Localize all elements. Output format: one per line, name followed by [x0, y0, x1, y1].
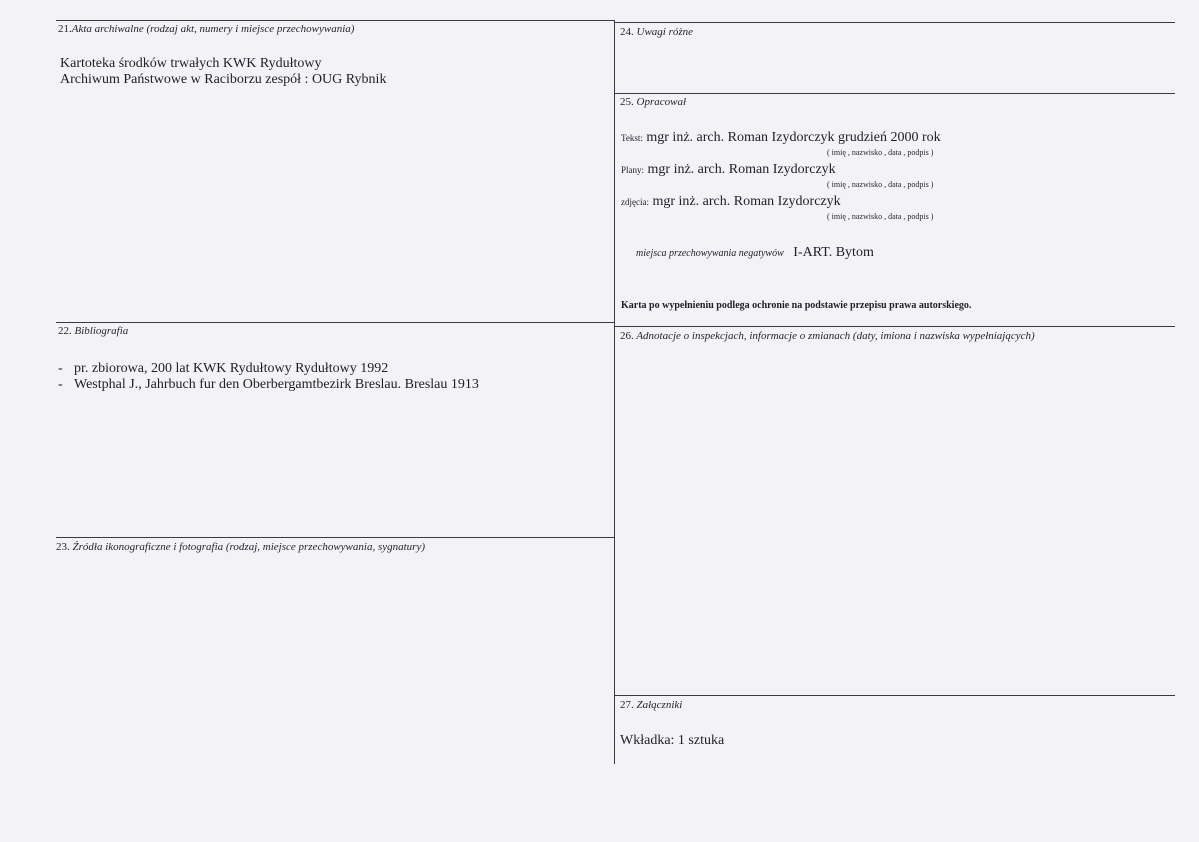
section-21-number: 21.	[58, 23, 72, 35]
rule-26	[614, 326, 1175, 327]
author-photos-row	[621, 194, 841, 210]
section-23-header	[56, 541, 425, 553]
bibliography-item-text: pr. zbiorowa, 200 lat KWK Rydułtowy Rydułtowy 1992	[74, 361, 389, 376]
section-23-number: 23.	[56, 541, 70, 553]
rule-22	[56, 322, 614, 323]
negatives-label: miejsca przechowywania negatywów	[636, 248, 784, 259]
section-21-header	[58, 23, 354, 35]
section-25-header	[620, 96, 686, 108]
section-26-title: Adnotacje o inspekcjach, informacje o zmianach (daty, imiona i nazwiska wypełniających)	[636, 330, 1035, 342]
section-22-header	[58, 325, 128, 337]
section-25-number: 25.	[620, 96, 634, 108]
author-text-row	[621, 130, 941, 146]
author-plans-hint: ( imię , nazwisko , data , podpis )	[827, 180, 934, 189]
section-22-title: Bibliografia	[74, 325, 129, 337]
bibliography-list	[58, 361, 479, 393]
author-photos-hint: ( imię , nazwisko , data , podpis )	[827, 212, 934, 221]
center-divider	[614, 20, 615, 764]
section-22-number: 22.	[58, 325, 72, 337]
author-plans-label: Plany:	[621, 165, 645, 175]
author-text-label: Tekst:	[621, 133, 643, 143]
section-24-header	[620, 26, 693, 38]
attachments-value: Wkładka: 1 sztuka	[620, 733, 725, 748]
negatives-row	[636, 245, 874, 262]
author-plans-value: mgr inż. arch. Roman Izydorczyk	[647, 162, 836, 177]
section-21-line-2: Archiwum Państwowe w Raciborzu zespół : OUG Rybnik	[60, 72, 387, 87]
author-text-value: mgr inż. arch. Roman Izydorczyk grudzień 2000 rok	[646, 130, 941, 145]
section-24-number: 24.	[620, 26, 634, 38]
negatives-value: I-ART. Bytom	[793, 245, 874, 260]
author-text-hint: ( imię , nazwisko , data , podpis )	[827, 148, 934, 157]
rule-23	[56, 537, 614, 538]
section-23-title: Źródła ikonograficzne i fotografia (rodzaj, miejsce przechowywania, sygnatury)	[72, 541, 425, 553]
section-21-line-1: Kartoteka środków trwałych KWK Rydułtowy	[60, 56, 322, 71]
rule-25	[614, 93, 1175, 94]
section-27-number: 27.	[620, 699, 634, 711]
section-25-title: Opracował	[636, 96, 686, 108]
section-24-title: Uwagi różne	[636, 26, 694, 38]
top-rule-left	[56, 20, 614, 21]
section-27-title: Załączniki	[636, 699, 683, 711]
section-26-header	[620, 330, 1035, 342]
rule-27	[614, 695, 1175, 696]
section-27-header	[620, 699, 682, 711]
bibliography-item-text: Westphal J., Jahrbuch fur den Oberbergamtbezirk Breslau. Breslau 1913	[74, 377, 479, 392]
section-21-title: Akta archiwalne (rodzaj akt, numery i miejsce przechowywania)	[71, 23, 355, 35]
bibliography-item: - pr. zbiorowa, 200 lat KWK Rydułtowy Rydułtowy 1992	[58, 361, 389, 376]
bibliography-item: - Westphal J., Jahrbuch fur den Oberbergamtbezirk Breslau. Breslau 1913	[58, 377, 479, 392]
top-rule-right	[614, 22, 1175, 23]
section-26-number: 26.	[620, 330, 634, 342]
author-photos-label: zdjęcia:	[621, 197, 649, 207]
section-21-content	[60, 56, 386, 88]
author-plans-row	[621, 162, 836, 178]
author-photos-value: mgr inż. arch. Roman Izydorczyk	[652, 194, 841, 209]
copyright-note: Karta po wypełnieniu podlega ochronie na podstawie przepisu prawa autorskiego.	[621, 300, 972, 311]
